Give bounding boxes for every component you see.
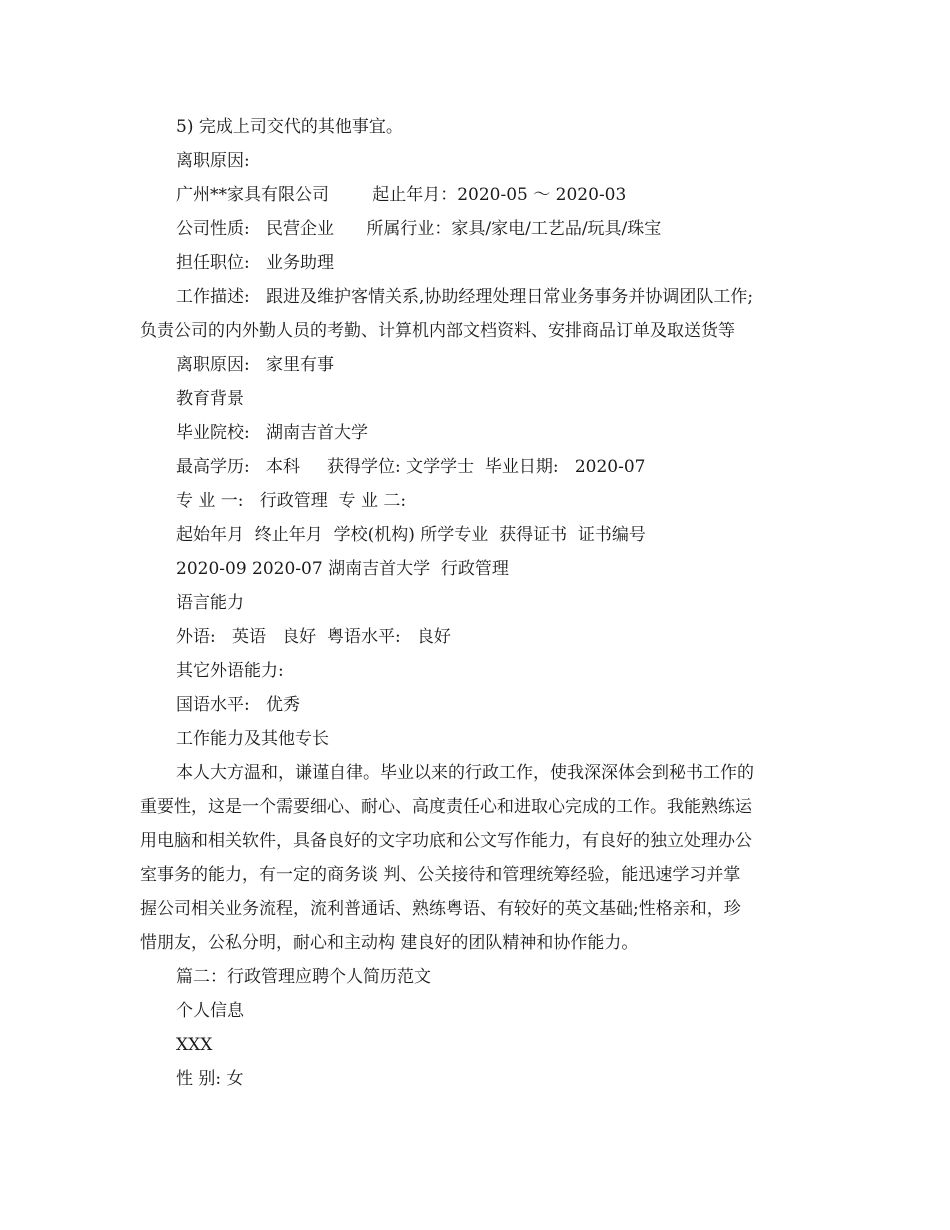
paragraph-line: 本人大方温和，谦谨自律。毕业以来的行政工作，使我深深体会到秘书工作的 — [176, 763, 754, 783]
mandarin-level: 国语水平: 优秀 — [176, 695, 300, 715]
skills-paragraph — [140, 756, 820, 960]
education-table-header: 起始年月 终止年月 学校(机构) 所学专业 获得证书 证书编号 — [176, 525, 646, 545]
leave-reason: 离职原因: 家里有事 — [176, 355, 334, 375]
foreign-language: 外语: 英语 良好 粤语水平: 良好 — [176, 627, 451, 647]
duty-item-5: 5) 完成上司交代的其他事宜。 — [176, 117, 403, 137]
school: 毕业院校: 湖南吉首大学 — [176, 423, 368, 443]
degree-info: 最高学历: 本科 获得学位: 文学学士 毕业日期: 2020-07 — [176, 457, 646, 477]
majors: 专 业 一: 行政管理 专 业 二: — [176, 491, 407, 511]
section-personal-info: 个人信息 — [176, 1001, 244, 1021]
paragraph-line: 室事务的能力，有一定的商务谈 判、公关接待和管理统筹经验，能迅速学习并掌 — [140, 865, 741, 885]
job-position: 担任职位: 业务助理 — [176, 253, 334, 273]
chapter-title: 篇二：行政管理应聘个人简历范文 — [176, 967, 431, 987]
other-language: 其它外语能力: — [176, 661, 284, 681]
leave-reason-label: 离职原因: — [176, 151, 250, 171]
job-description: 工作描述: 跟进及维护客情关系,协助经理处理日常业务事务并协调团队工作; — [176, 287, 754, 307]
company-nature-industry: 公司性质: 民营企业 所属行业：家具/家电/工艺品/玩具/珠宝 — [176, 219, 662, 239]
section-education: 教育背景 — [176, 389, 244, 409]
document-page — [140, 110, 820, 1096]
section-language: 语言能力 — [176, 593, 244, 613]
paragraph-line: 惜朋友，公私分明，耐心和主动构 建良好的团队精神和协作能力。 — [140, 933, 639, 953]
company-period: 广州**家具有限公司 起止年月：2020-05 ～ 2020-03 — [176, 185, 627, 205]
section-skills: 工作能力及其他专长 — [176, 729, 329, 749]
paragraph-line: 重要性，这是一个需要细心、耐心、高度责任心和进取心完成的工作。我能熟练运 — [140, 797, 752, 817]
paragraph-line: 用电脑和相关软件，具备良好的文字功底和公文写作能力，有良好的独立处理办公 — [140, 831, 752, 851]
person-name: XXX — [176, 1035, 213, 1055]
paragraph-line: 握公司相关业务流程，流利普通话、熟练粤语、有较好的英文基础;性格亲和，珍 — [140, 899, 741, 919]
education-table-row: 2020-09 2020-07 湖南吉首大学 行政管理 — [176, 559, 509, 579]
gender: 性 别: 女 — [176, 1069, 244, 1089]
job-description-cont: 负责公司的内外勤人员的考勤、计算机内部文档资料、安排商品订单及取送货等 — [140, 321, 735, 341]
